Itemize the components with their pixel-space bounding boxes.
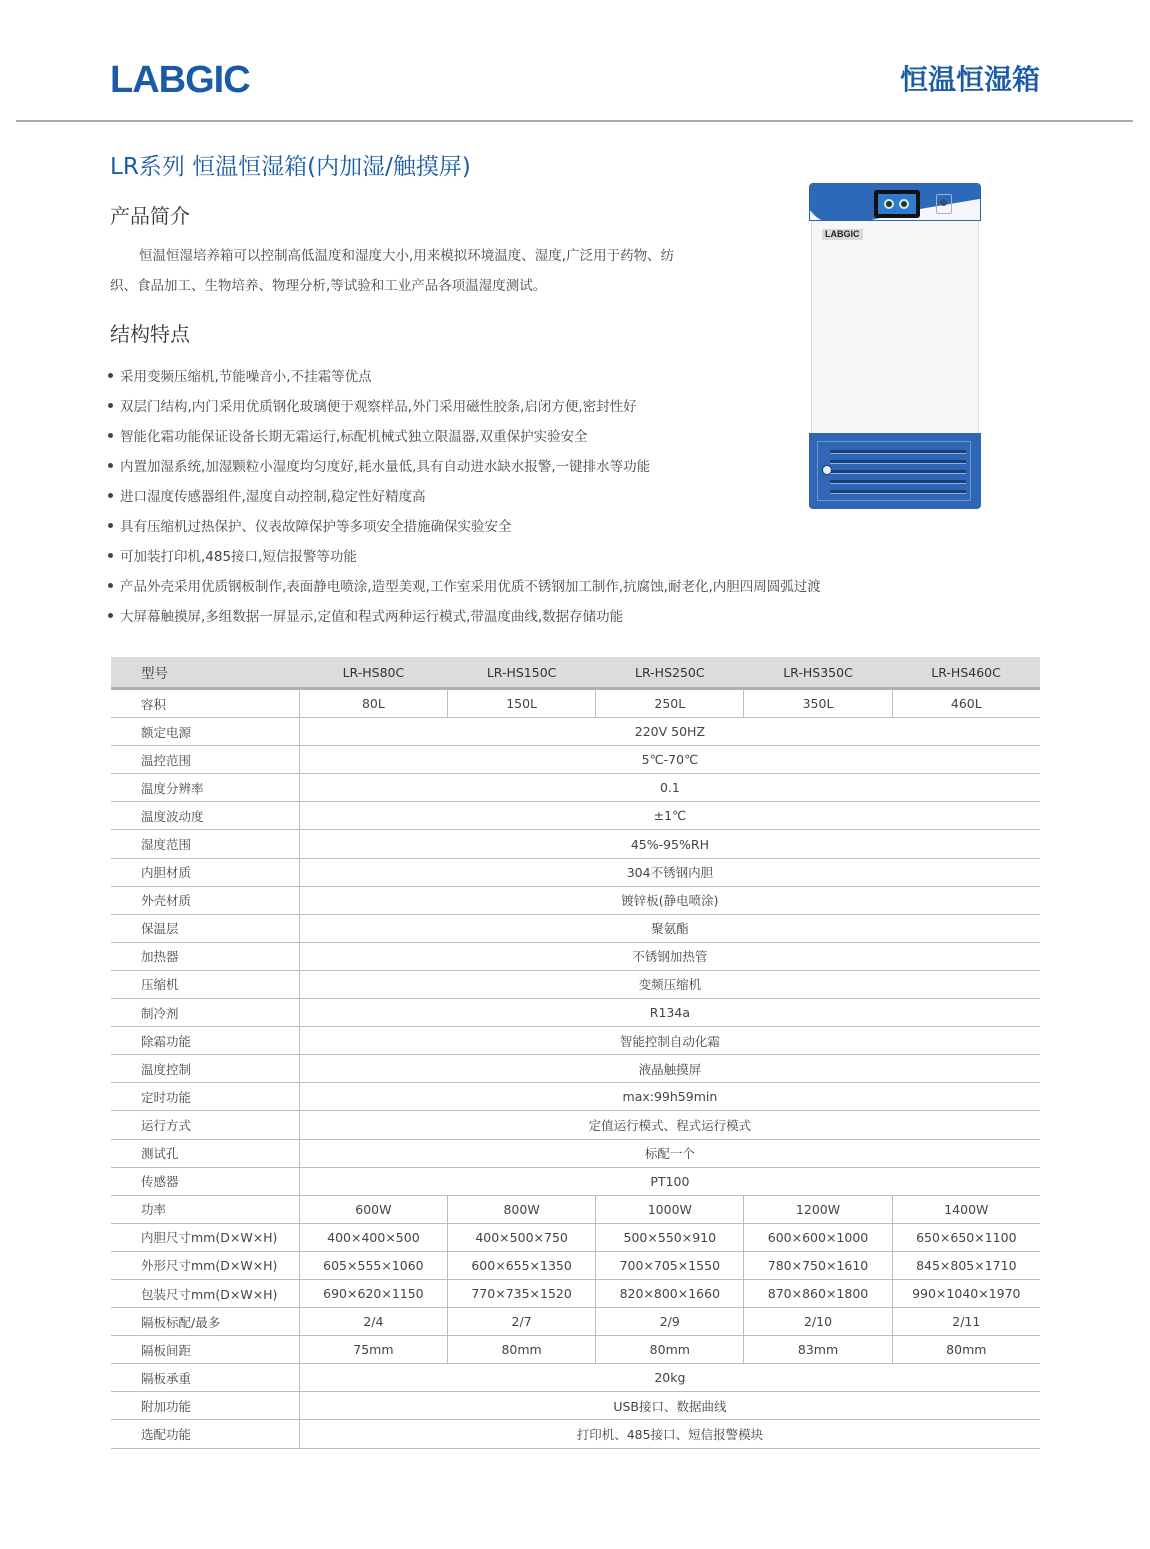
model-header: LR-HS350C — [744, 657, 892, 689]
cell-value: 2/4 — [299, 1308, 447, 1336]
feature-item — [108, 572, 821, 602]
bullet-icon — [108, 463, 113, 468]
table-row — [111, 1139, 1040, 1167]
feature-text: 大屏幕触摸屏,多组数据一屏显示,定值和程式两种运行模式,带温度曲线,数据存储功能 — [120, 609, 624, 625]
row-label: 湿度范围 — [111, 830, 299, 858]
cell-value-merged: 0.1 — [299, 774, 1040, 802]
cell-value: 2/10 — [744, 1308, 892, 1336]
cell-value: 1400W — [892, 1195, 1040, 1223]
bullet-icon — [108, 403, 113, 408]
power-switch-icon — [936, 194, 952, 214]
device-door — [811, 221, 979, 433]
cell-value: 400×400×500 — [299, 1223, 447, 1251]
table-row — [111, 999, 1040, 1027]
row-label: 定时功能 — [111, 1083, 299, 1111]
table-row — [111, 1364, 1040, 1392]
features-heading: 结构特点 — [110, 322, 190, 346]
cell-value-merged: 镀锌板(静电喷涂) — [299, 886, 1040, 914]
product-image — [809, 183, 981, 509]
cell-value: 800W — [448, 1195, 596, 1223]
feature-text: 内置加湿系统,加湿颗粒小湿度均匀度好,耗水量低,具有自动进水缺水报警,一键排水等功能 — [120, 459, 651, 475]
cell-value: 2/11 — [892, 1308, 1040, 1336]
table-row — [111, 858, 1040, 886]
cell-value-merged: 20kg — [299, 1364, 1040, 1392]
intro-text: 恒温恒湿培养箱可以控制高低温度和湿度大小,用来模拟环境温度、湿度,广泛用于药物、纺织、食品加工、生物培养、物理分析,等试验和工业产品各项温湿度测试。 — [110, 248, 675, 294]
cell-value: 650×650×1100 — [892, 1223, 1040, 1251]
cell-value: 990×1040×1970 — [892, 1279, 1040, 1307]
feature-item — [108, 602, 821, 632]
feature-item — [108, 452, 821, 482]
table-row — [111, 1195, 1040, 1223]
table-row — [111, 1083, 1040, 1111]
device-base — [809, 433, 981, 509]
cell-value: 400×500×750 — [448, 1223, 596, 1251]
cell-value: 250L — [596, 689, 744, 718]
table-row — [111, 802, 1040, 830]
gauge-icon — [884, 199, 894, 209]
cell-value: 75mm — [299, 1336, 447, 1364]
row-label: 除霜功能 — [111, 1027, 299, 1055]
cell-value: 870×860×1800 — [744, 1279, 892, 1307]
category-title: 恒温恒湿箱 — [899, 63, 1040, 96]
feature-item — [108, 422, 821, 452]
row-label: 容积 — [111, 689, 299, 718]
cell-value: 820×800×1660 — [596, 1279, 744, 1307]
cell-value: 600×600×1000 — [744, 1223, 892, 1251]
device-touchscreen — [874, 190, 920, 218]
model-header: LR-HS150C — [448, 657, 596, 689]
row-label: 额定电源 — [111, 718, 299, 746]
table-row — [111, 1251, 1040, 1279]
intro-paragraph — [110, 241, 700, 301]
table-header-row — [111, 657, 1040, 689]
cell-value-merged: 定值运行模式、程式运行模式 — [299, 1111, 1040, 1139]
cell-value-merged: 220V 50HZ — [299, 718, 1040, 746]
cell-value-merged: 5℃-70℃ — [299, 746, 1040, 774]
cell-value-merged: ±1℃ — [299, 802, 1040, 830]
row-label: 隔板承重 — [111, 1364, 299, 1392]
feature-text: 双层门结构,内门采用优质钢化玻璃便于观察样品,外门采用磁性胶条,启闭方便,密封性好 — [120, 399, 637, 415]
cell-value-merged: PT100 — [299, 1167, 1040, 1195]
header-divider — [16, 120, 1133, 122]
cell-value-merged: 液晶触摸屏 — [299, 1055, 1040, 1083]
table-row — [111, 886, 1040, 914]
bullet-icon — [108, 493, 113, 498]
device-brand-label: LABGIC — [822, 229, 863, 240]
row-label: 温度分辨率 — [111, 774, 299, 802]
header-label: 型号 — [111, 657, 299, 689]
model-header: LR-HS80C — [299, 657, 447, 689]
cell-value-merged: 标配一个 — [299, 1139, 1040, 1167]
row-label: 运行方式 — [111, 1111, 299, 1139]
row-label: 内胆材质 — [111, 858, 299, 886]
device-control-panel — [809, 183, 981, 221]
cell-value-merged: USB接口、数据曲线 — [299, 1392, 1040, 1420]
cell-value: 80mm — [892, 1336, 1040, 1364]
model-header: LR-HS250C — [596, 657, 744, 689]
row-label: 外壳材质 — [111, 886, 299, 914]
row-label: 隔板标配/最多 — [111, 1308, 299, 1336]
feature-text: 可加装打印机,485接口,短信报警等功能 — [120, 549, 357, 565]
table-row — [111, 1336, 1040, 1364]
table-row — [111, 1167, 1040, 1195]
cell-value-merged: max:99h59min — [299, 1083, 1040, 1111]
cell-value-merged: 45%-95%RH — [299, 830, 1040, 858]
cell-value: 600×655×1350 — [448, 1251, 596, 1279]
feature-item — [108, 362, 821, 392]
table-row — [111, 1223, 1040, 1251]
cell-value: 770×735×1520 — [448, 1279, 596, 1307]
lock-icon — [822, 465, 832, 475]
row-label: 保温层 — [111, 914, 299, 942]
cell-value: 690×620×1150 — [299, 1279, 447, 1307]
row-label: 隔板间距 — [111, 1336, 299, 1364]
feature-item — [108, 482, 821, 512]
table-row — [111, 1027, 1040, 1055]
table-row — [111, 942, 1040, 970]
cell-value: 150L — [448, 689, 596, 718]
table-row — [111, 970, 1040, 998]
feature-item — [108, 512, 821, 542]
table-row — [111, 1420, 1040, 1448]
table-row — [111, 1392, 1040, 1420]
row-label: 功率 — [111, 1195, 299, 1223]
table-row — [111, 914, 1040, 942]
model-header: LR-HS460C — [892, 657, 1040, 689]
cell-value: 605×555×1060 — [299, 1251, 447, 1279]
cell-value: 845×805×1710 — [892, 1251, 1040, 1279]
row-label: 包装尺寸mm(D×W×H) — [111, 1279, 299, 1307]
cell-value-merged: 智能控制自动化霜 — [299, 1027, 1040, 1055]
row-label: 传感器 — [111, 1167, 299, 1195]
feature-text: 产品外壳采用优质钢板制作,表面静电喷涂,造型美观,工作室采用优质不锈钢加工制作,抗腐蚀,耐老化,内胆四周圆弧过渡 — [120, 579, 821, 595]
cell-value-merged: R134a — [299, 999, 1040, 1027]
feature-text: 智能化霜功能保证设备长期无霜运行,标配机械式独立限温器,双重保护实验安全 — [120, 429, 588, 445]
cell-value: 350L — [744, 689, 892, 718]
labgic-logo: LABGIC — [110, 59, 250, 101]
cell-value: 2/9 — [596, 1308, 744, 1336]
table-row — [111, 1111, 1040, 1139]
cell-value: 80mm — [448, 1336, 596, 1364]
table-row — [111, 689, 1040, 718]
cell-value: 600W — [299, 1195, 447, 1223]
row-label: 外形尺寸mm(D×W×H) — [111, 1251, 299, 1279]
table-row — [111, 746, 1040, 774]
row-label: 温度控制 — [111, 1055, 299, 1083]
cell-value: 2/7 — [448, 1308, 596, 1336]
bullet-icon — [108, 433, 113, 438]
row-label: 制冷剂 — [111, 999, 299, 1027]
feature-text: 具有压缩机过热保护、仪表故障保护等多项安全措施确保实验安全 — [120, 519, 512, 535]
bullet-icon — [108, 553, 113, 558]
cell-value: 500×550×910 — [596, 1223, 744, 1251]
feature-text: 采用变频压缩机,节能噪音小,不挂霜等优点 — [120, 369, 372, 385]
row-label: 温控范围 — [111, 746, 299, 774]
intro-heading: 产品简介 — [110, 204, 190, 228]
table-row — [111, 718, 1040, 746]
bullet-icon — [108, 373, 113, 378]
cell-value: 80mm — [596, 1336, 744, 1364]
cell-value: 1000W — [596, 1195, 744, 1223]
gauge-icon — [899, 199, 909, 209]
cell-value-merged: 变频压缩机 — [299, 970, 1040, 998]
feature-text: 进口湿度传感器组件,湿度自动控制,稳定性好精度高 — [120, 489, 426, 505]
cell-value: 1200W — [744, 1195, 892, 1223]
cell-value: 460L — [892, 689, 1040, 718]
feature-item — [108, 392, 821, 422]
row-label: 内胆尺寸mm(D×W×H) — [111, 1223, 299, 1251]
feature-item — [108, 542, 821, 572]
row-label: 温度波动度 — [111, 802, 299, 830]
table-row — [111, 1279, 1040, 1307]
cell-value: 83mm — [744, 1336, 892, 1364]
row-label: 测试孔 — [111, 1139, 299, 1167]
cell-value-merged: 打印机、485接口、短信报警模块 — [299, 1420, 1040, 1448]
cell-value-merged: 304不锈钢内胆 — [299, 858, 1040, 886]
table-row — [111, 830, 1040, 858]
product-title: LR系列 恒温恒湿箱(内加湿/触摸屏) — [110, 154, 471, 180]
cell-value-merged: 不锈钢加热管 — [299, 942, 1040, 970]
bullet-icon — [108, 613, 113, 618]
row-label: 附加功能 — [111, 1392, 299, 1420]
cell-value: 80L — [299, 689, 447, 718]
cell-value: 700×705×1550 — [596, 1251, 744, 1279]
cell-value: 780×750×1610 — [744, 1251, 892, 1279]
cell-value-merged: 聚氨酯 — [299, 914, 1040, 942]
row-label: 选配功能 — [111, 1420, 299, 1448]
table-row — [111, 1055, 1040, 1083]
bullet-icon — [108, 583, 113, 588]
row-label: 加热器 — [111, 942, 299, 970]
bullet-icon — [108, 523, 113, 528]
spec-table — [111, 657, 1040, 1449]
row-label: 压缩机 — [111, 970, 299, 998]
vent-grille — [817, 441, 971, 501]
feature-list — [108, 362, 821, 632]
table-row — [111, 1308, 1040, 1336]
table-row — [111, 774, 1040, 802]
